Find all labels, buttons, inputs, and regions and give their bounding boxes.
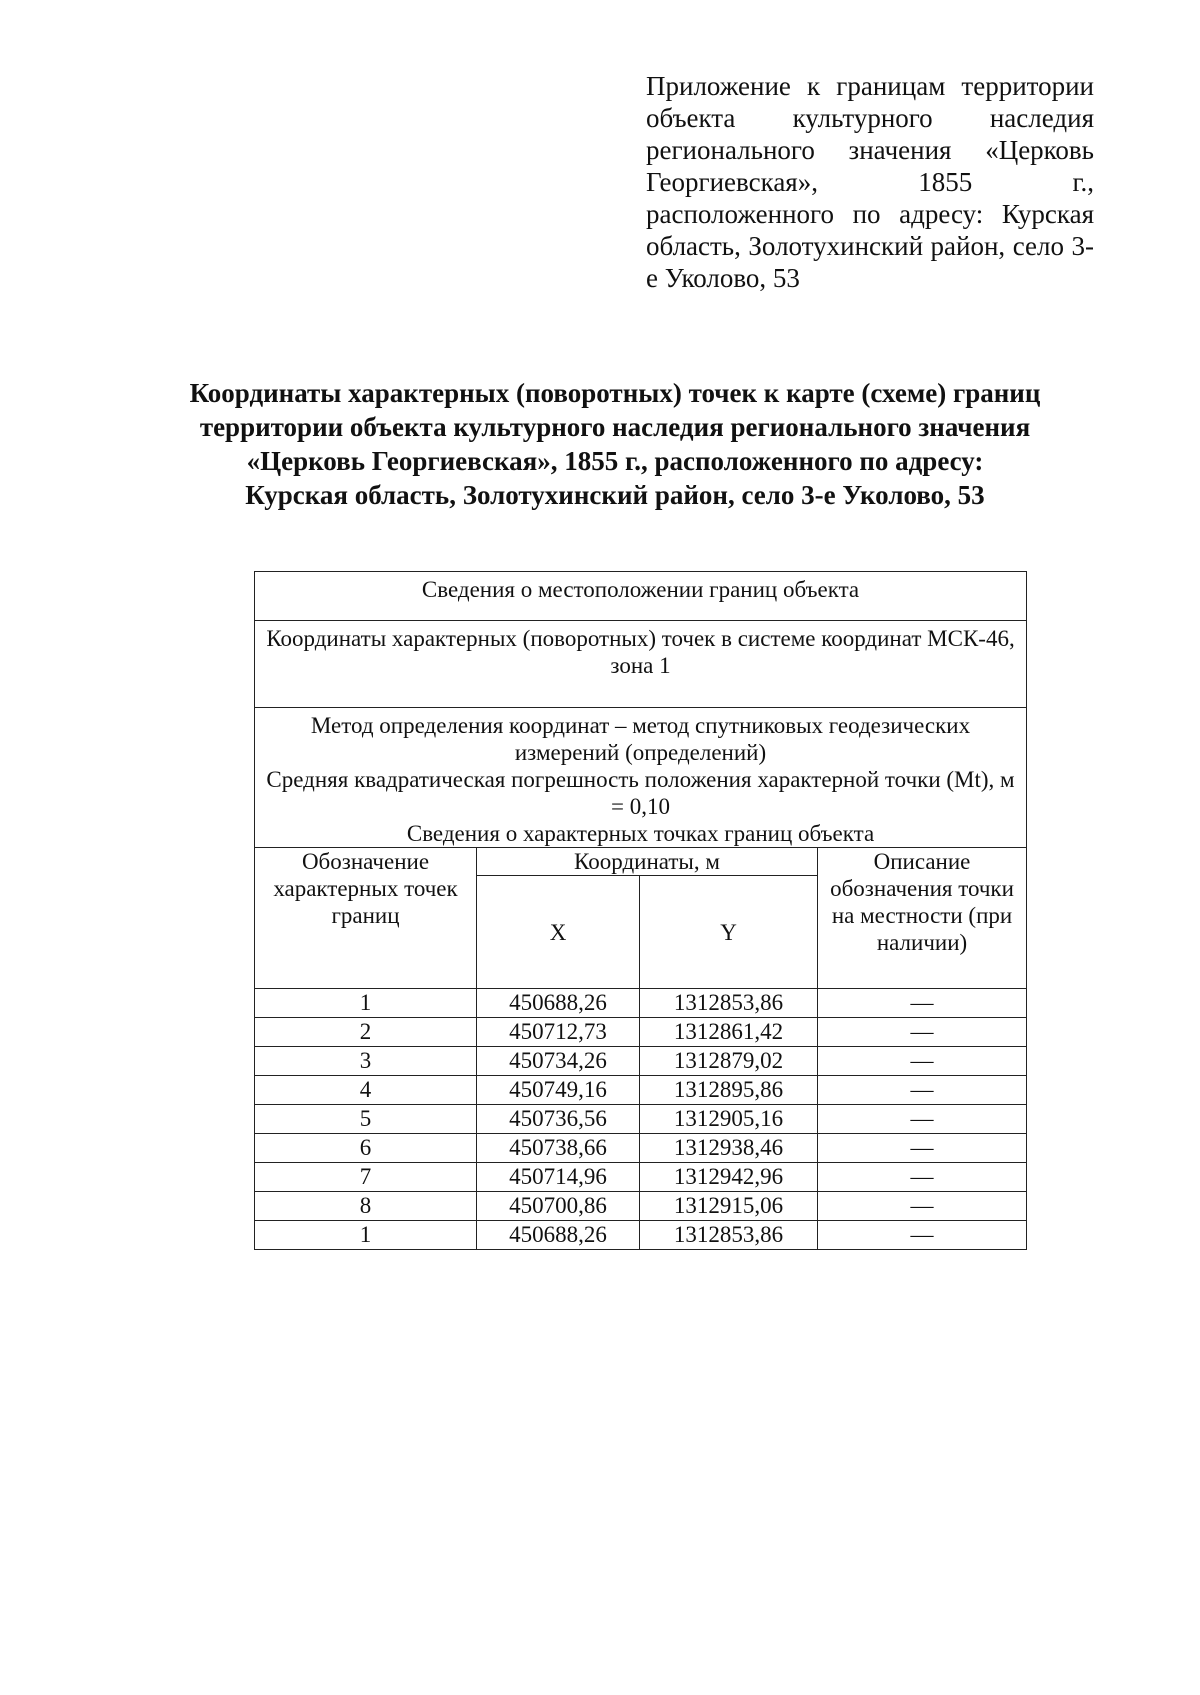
table-row [255, 1192, 1027, 1221]
title-line-1: Координаты характерных (поворотных) точек к карте (схеме) границ [189, 378, 1041, 408]
cell-y: 1312853,86 [640, 1221, 818, 1250]
table-row [255, 1047, 1027, 1076]
header-coordinates: Координаты, м [477, 848, 818, 876]
table-row [255, 1163, 1027, 1192]
cell-description: — [818, 1221, 1027, 1250]
cell-x: 450700,86 [477, 1192, 640, 1221]
info-row-1 [255, 572, 1027, 621]
header-designation: Обозначение характерных точек границ [255, 848, 477, 989]
info-accuracy-line: Средняя квадратическая погрешность положения характерной точки (Mt), м = 0,10 [266, 767, 1015, 819]
cell-description: — [818, 1018, 1027, 1047]
cell-description: — [818, 1076, 1027, 1105]
cell-y: 1312895,86 [640, 1076, 818, 1105]
cell-point: 8 [255, 1192, 477, 1221]
cell-y: 1312942,96 [640, 1163, 818, 1192]
cell-x: 450738,66 [477, 1134, 640, 1163]
cell-point: 6 [255, 1134, 477, 1163]
cell-y: 1312915,06 [640, 1192, 818, 1221]
table-body [255, 572, 1027, 1250]
cell-x: 450749,16 [477, 1076, 640, 1105]
cell-x: 450736,56 [477, 1105, 640, 1134]
cell-description: — [818, 989, 1027, 1018]
cell-y: 1312853,86 [640, 989, 818, 1018]
cell-point: 1 [255, 1221, 477, 1250]
table-row [255, 1221, 1027, 1250]
cell-point: 1 [255, 989, 477, 1018]
cell-point: 5 [255, 1105, 477, 1134]
info-points-line: Сведения о характерных точках границ объекта [406, 821, 875, 846]
appendix-note: Приложение к границам территории объекта культурного наследия регионального значения «Церковь Георгиевская», 1855 г., расположенного по адресу: Курская область, Золотухинский район, село 3-е Уколово, 53 [646, 71, 1094, 293]
title-line-2: территории объекта культурного наследия регионального значения [199, 412, 1031, 442]
cell-y: 1312861,42 [640, 1018, 818, 1047]
cell-x: 450714,96 [477, 1163, 640, 1192]
cell-point: 3 [255, 1047, 477, 1076]
cell-point: 2 [255, 1018, 477, 1047]
coordinates-table [254, 571, 1027, 1250]
info-method [255, 708, 1027, 848]
cell-description: — [818, 1163, 1027, 1192]
header-row-1 [255, 848, 1027, 876]
cell-x: 450712,73 [477, 1018, 640, 1047]
info-method-line: Метод определения координат – метод спутниковых геодезических измерений (определений) [310, 713, 971, 765]
table-row [255, 1105, 1027, 1134]
info-coordinate-system: Координаты характерных (поворотных) точек в системе координат МСК-46, зона 1 [255, 621, 1027, 708]
cell-point: 7 [255, 1163, 477, 1192]
cell-description: — [818, 1105, 1027, 1134]
cell-point: 4 [255, 1076, 477, 1105]
cell-y: 1312879,02 [640, 1047, 818, 1076]
header-description: Описание обозначения точки на местности (при наличии) [818, 848, 1027, 989]
cell-x: 450688,26 [477, 989, 640, 1018]
cell-description: — [818, 1192, 1027, 1221]
title-line-4: Курская область, Золотухинский район, село 3-е Уколово, 53 [245, 480, 985, 510]
table-row [255, 1134, 1027, 1163]
info-row-2 [255, 621, 1027, 708]
cell-description: — [818, 1047, 1027, 1076]
title-line-3: «Церковь Георгиевская», 1855 г., расположенного по адресу: [246, 446, 984, 476]
table-row [255, 1018, 1027, 1047]
info-location: Сведения о местоположении границ объекта [255, 572, 1027, 621]
info-row-3 [255, 708, 1027, 848]
cell-x: 450734,26 [477, 1047, 640, 1076]
table-row [255, 989, 1027, 1018]
cell-y: 1312938,46 [640, 1134, 818, 1163]
cell-x: 450688,26 [477, 1221, 640, 1250]
header-x: X [477, 876, 640, 989]
cell-y: 1312905,16 [640, 1105, 818, 1134]
table-row [255, 1076, 1027, 1105]
document-title [150, 376, 1080, 512]
header-y: Y [640, 876, 818, 989]
cell-description: — [818, 1134, 1027, 1163]
